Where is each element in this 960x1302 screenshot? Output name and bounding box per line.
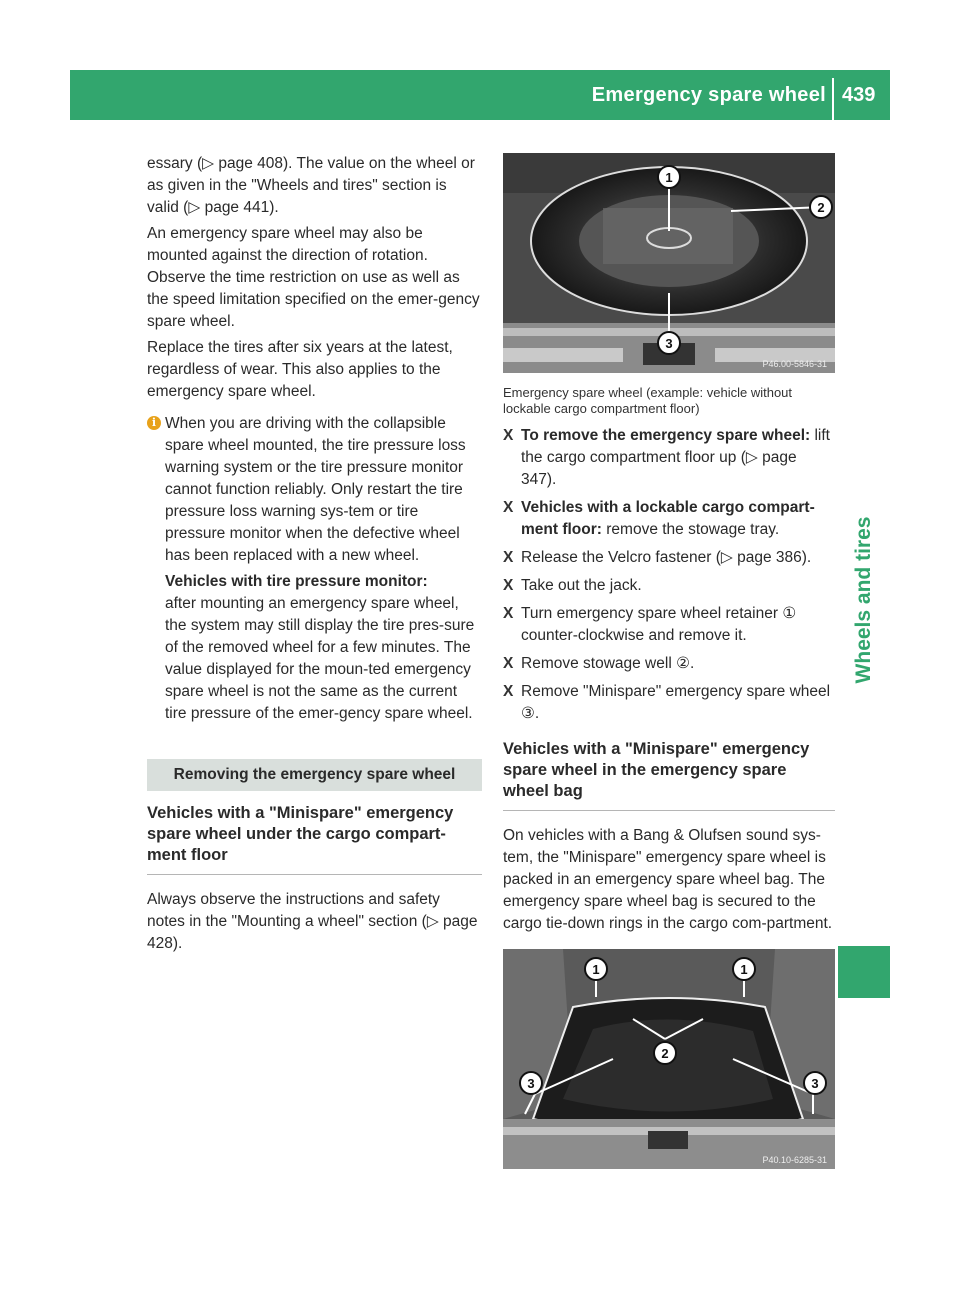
list-item [503, 497, 835, 541]
step-text: Turn emergency spare wheel retainer ① counter-clockwise and remove it. [521, 605, 797, 644]
header-bar [70, 70, 890, 120]
paragraph: An emergency spare wheel may also be mounted against the direction of rotation. Observe the time restriction on use as well as the speed limitation specified on the emer-gency spare wheel. [147, 225, 480, 330]
list-item [503, 547, 835, 569]
callout-1-icon [585, 958, 607, 980]
svg-text:3: 3 [527, 1076, 535, 1091]
paragraph: On vehicles with a Bang & Olufsen sound sys-tem, the "Minispare" emergency spare wheel is packed in an emergency spare wheel bag. The emergency spare wheel bag is secured to the cargo tie-down rings in the cargo com-partment. [503, 827, 833, 932]
callout-2-icon [810, 196, 832, 218]
step-text: Release the Velcro fastener (▷ page 386). [521, 549, 812, 566]
svg-text:3: 3 [665, 336, 673, 351]
step-text: remove the stowage tray. [606, 521, 780, 538]
spare-wheel-figure [503, 153, 835, 373]
note-text: after mounting an emergency spare wheel, the system may still display the tire pres-sure of the removed wheel for a few minutes. The value displayed for the moun-ted emergency spare wheel is not the same as the current tire pressure of the emer-gency spare wheel. [165, 595, 475, 722]
callout-1-icon [658, 166, 680, 188]
list-item [503, 603, 835, 647]
step-marker: X [503, 605, 514, 622]
callout-2-icon [654, 1042, 676, 1064]
step-label: Vehicles with a lockable cargo compart-ment floor: [521, 499, 815, 538]
list-item [503, 575, 835, 597]
callout-3-icon [658, 332, 680, 354]
paragraph: Replace the tires after six years at the latest, regardless of wear. This also applies to the emergency spare wheel. [147, 339, 453, 400]
svg-text:2: 2 [661, 1046, 669, 1061]
divider [147, 874, 482, 875]
figure-caption: Emergency spare wheel (example: vehicle without lockable cargo compartment floor) [503, 385, 793, 416]
step-text: lift the cargo compartment floor up (▷ page 347). [521, 427, 830, 488]
subsection-heading: Vehicles with a "Minispare" emergency spare wheel in the emergency spare wheel bag [503, 740, 810, 800]
divider [503, 810, 835, 811]
info-icon: i [147, 416, 161, 430]
svg-text:2: 2 [817, 200, 825, 215]
chapter-marker-block [838, 946, 890, 998]
list-item [503, 425, 835, 491]
svg-text:1: 1 [665, 170, 673, 185]
paragraph: Always observe the instructions and safety notes in the "Mounting a wheel" section (▷ page 428). [147, 891, 478, 952]
list-item [503, 681, 835, 725]
chapter-tab-label: Wheels and tires [852, 516, 875, 684]
step-text: Take out the jack. [521, 577, 642, 594]
paragraph: essary (▷ page 408). The value on the wheel or as given in the "Wheels and tires" section is valid (▷ page 441). [147, 155, 475, 216]
page-number: 439 [842, 84, 876, 106]
callout-1-icon [733, 958, 755, 980]
step-text: Remove stowage well ②. [521, 655, 695, 672]
svg-text:1: 1 [740, 962, 748, 977]
callout-3-icon [804, 1072, 826, 1094]
svg-text:3: 3 [811, 1076, 819, 1091]
callout-3-icon [520, 1072, 542, 1094]
step-marker: X [503, 577, 514, 594]
note-heading: Vehicles with tire pressure monitor: [165, 573, 428, 590]
header-divider [832, 78, 834, 120]
step-label: To remove the emergency spare wheel: [521, 427, 811, 444]
right-column [503, 153, 835, 1169]
chapter-tab [838, 516, 890, 684]
step-marker: X [503, 655, 514, 672]
section-heading: Removing the emergency spare wheel [147, 759, 482, 791]
spare-wheel-bag-figure [503, 949, 835, 1169]
note-text: When you are driving with the collapsible spare wheel mounted, the tire pressure loss warning system or the tire pressure monitor cannot function reliably. Only restart the tire pressure loss warning sys-tem or tire pressure monitor when the defective wheel has been replaced with a new wheel. [165, 415, 466, 564]
info-note [147, 413, 482, 725]
step-text: Remove "Minispare" emergency spare wheel ③. [521, 683, 831, 722]
step-marker: X [503, 499, 514, 516]
svg-text:1: 1 [592, 962, 600, 977]
svg-text:P46.00-5846-31: P46.00-5846-31 [762, 359, 827, 369]
step-marker: X [503, 427, 514, 444]
step-marker: X [503, 683, 514, 700]
left-column [147, 153, 482, 959]
list-item [503, 653, 835, 675]
svg-text:P40.10-6285-31: P40.10-6285-31 [762, 1155, 827, 1165]
step-marker: X [503, 549, 514, 566]
page-title: Emergency spare wheel [591, 84, 826, 106]
subsection-heading: Vehicles with a "Minispare" emergency spare wheel under the cargo compart-ment floor [147, 804, 454, 864]
